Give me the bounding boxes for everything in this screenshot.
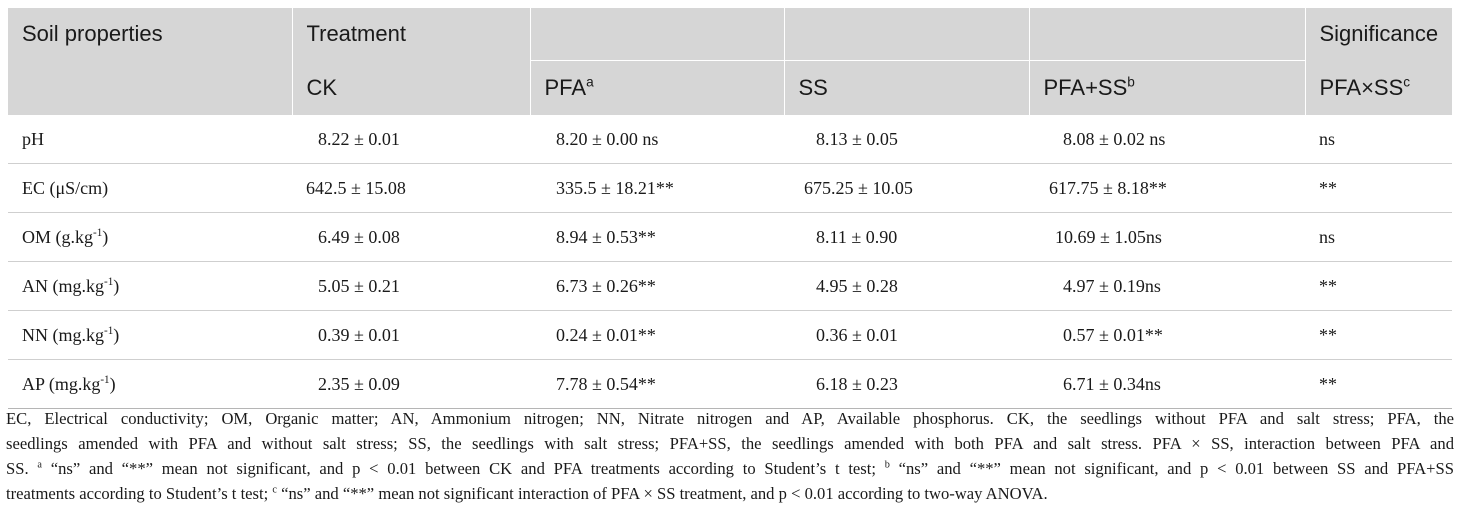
cell-significance: ** — [1305, 262, 1452, 311]
cell-ck: 6.49 ± 0.08 — [292, 213, 530, 262]
header-soil-properties: Soil properties — [8, 8, 292, 61]
cell-pfa: 0.24 ± 0.01** — [530, 311, 784, 360]
cell-pfa: 8.94 ± 0.53** — [530, 213, 784, 262]
table-row — [8, 262, 1452, 311]
header-blank — [784, 8, 1029, 61]
cell-ss: 8.11 ± 0.90 — [784, 213, 1029, 262]
footnote-line: SS. $^a$ “ns” and “**” mean not significant, and p < 0.01 between CK and PFA treatments according to Student’s t test; $^b$ “ns” and “**” mean not significant, and p < 0.01 between SS and PFA+SS — [6, 459, 1454, 478]
table-row — [8, 311, 1452, 360]
cell-ss: 8.13 ± 0.05 — [784, 115, 1029, 164]
subheader-ss: SS — [784, 61, 1029, 116]
footnote-line: seedlings amended with PFA and without salt stress; SS, the seedlings with salt stress; PFA+SS, the seedlings amended with both PFA and salt stress. PFA × SS, interaction between PFA and — [6, 434, 1454, 453]
cell-pfa: 335.5 ± 18.21** — [530, 164, 784, 213]
header-blank — [1029, 8, 1305, 61]
cell-ss: 675.25 ± 10.05 — [784, 164, 1029, 213]
table-header — [8, 8, 1452, 115]
table-row — [8, 115, 1452, 164]
cell-ss: 6.18 ± 0.23 — [784, 360, 1029, 409]
cell-property: EC (μS/cm) — [8, 164, 292, 213]
cell-significance: ** — [1305, 311, 1452, 360]
cell-ss: 4.95 ± 0.28 — [784, 262, 1029, 311]
cell-ck: 5.05 ± 0.21 — [292, 262, 530, 311]
data-table-container — [8, 8, 1452, 409]
cell-pfa-ss: 6.71 ± 0.34ns — [1029, 360, 1305, 409]
cell-pfa: 6.73 ± 0.26** — [530, 262, 784, 311]
cell-pfa-ss: 8.08 ± 0.02 ns — [1029, 115, 1305, 164]
table-row — [8, 164, 1452, 213]
table-body — [8, 115, 1452, 409]
subheader-blank — [8, 61, 292, 116]
cell-property: OM $(g.kg^{-1})$ — [8, 213, 292, 262]
cell-pfa: 8.20 ± 0.00 ns — [530, 115, 784, 164]
table-row — [8, 213, 1452, 262]
header-blank — [530, 8, 784, 61]
table-footnote — [6, 406, 1454, 506]
cell-property: AP $(mg.kg^{-1})$ — [8, 360, 292, 409]
header-significance: Significance — [1305, 8, 1452, 61]
cell-ss: 0.36 ± 0.01 — [784, 311, 1029, 360]
cell-significance: ** — [1305, 164, 1452, 213]
footnote-line: EC, Electrical conductivity; OM, Organic matter; AN, Ammonium nitrogen; NN, Nitrate nitrogen and AP, Available phosphorus. CK, the seedlings without PFA and salt stress; PFA, the — [6, 409, 1454, 428]
subheader-pfa: PFA$^a$ — [530, 61, 784, 116]
soil-properties-table — [8, 8, 1452, 409]
subheader-interaction: $PFA\times SS^c$ — [1305, 61, 1452, 116]
header-row-2 — [8, 61, 1452, 116]
cell-ck: 642.5 ± 15.08 — [292, 164, 530, 213]
cell-pfa: 7.78 ± 0.54** — [530, 360, 784, 409]
cell-ck: 8.22 ± 0.01 — [292, 115, 530, 164]
header-treatment: Treatment — [292, 8, 530, 61]
subheader-pfa-ss: $PFA+SS^b$ — [1029, 61, 1305, 116]
cell-significance: ** — [1305, 360, 1452, 409]
cell-pfa-ss: 4.97 ± 0.19ns — [1029, 262, 1305, 311]
subheader-ck: CK — [292, 61, 530, 116]
cell-property: pH — [8, 115, 292, 164]
cell-pfa-ss: 617.75 ± 8.18** — [1029, 164, 1305, 213]
cell-property: NN $(mg.kg^{-1})$ — [8, 311, 292, 360]
footnote-line: treatments according to Student’s t test; $^c$ “ns” and “**” mean not significant interaction of PFA × SS treatment, and p < 0.01 according to two-way ANOVA. — [6, 484, 1048, 503]
cell-ck: 2.35 ± 0.09 — [292, 360, 530, 409]
cell-pfa-ss: 0.57 ± 0.01** — [1029, 311, 1305, 360]
cell-significance: ns — [1305, 213, 1452, 262]
cell-property: AN $(mg.kg^{-1})$ — [8, 262, 292, 311]
table-row — [8, 360, 1452, 409]
cell-pfa-ss: 10.69 ± 1.05ns — [1029, 213, 1305, 262]
cell-ck: 0.39 ± 0.01 — [292, 311, 530, 360]
header-row-1 — [8, 8, 1452, 61]
cell-significance: ns — [1305, 115, 1452, 164]
